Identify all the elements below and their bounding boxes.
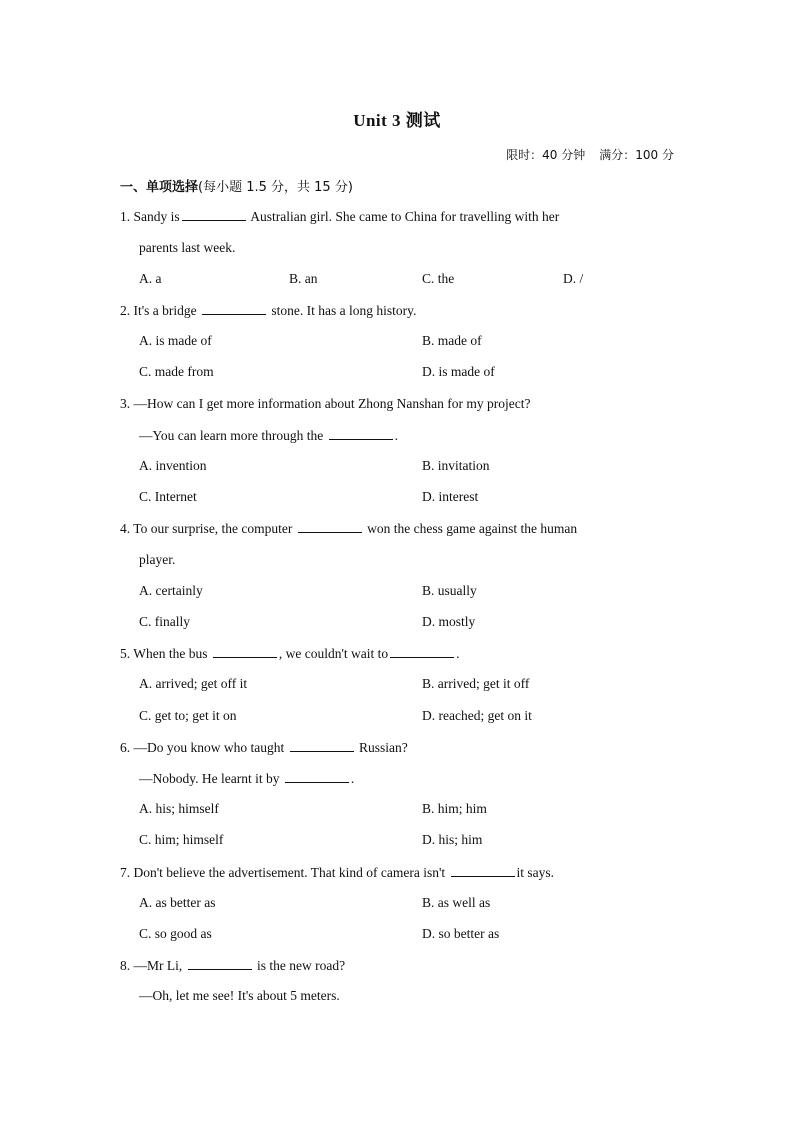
option-b: B. usually	[422, 583, 477, 598]
option-b: B. arrived; get it off	[422, 676, 530, 691]
option-b: B. made of	[422, 333, 482, 348]
section-heading	[120, 176, 353, 195]
question-3-continued	[139, 427, 398, 444]
question-text: —Nobody. He learnt it by	[139, 771, 280, 786]
option-d: D. reached; get on it	[422, 708, 532, 723]
question-4	[120, 520, 577, 537]
question-3	[120, 396, 531, 412]
question-text: —Mr Li,	[133, 958, 183, 973]
question-text: Australian girl. She came to China for travelling with her	[250, 209, 560, 224]
option-c: C. made from	[139, 364, 214, 379]
question-text: Russian?	[359, 740, 408, 755]
option-a: A. is made of	[139, 333, 212, 348]
option-b: B. invitation	[422, 458, 490, 473]
option-a: A. his; himself	[139, 801, 219, 816]
question-text: stone. It has a long history.	[271, 303, 417, 318]
answer-blank	[290, 739, 354, 752]
question-number: 4.	[120, 521, 131, 536]
option-c: C. Internet	[139, 489, 197, 504]
option-d: D. /	[563, 271, 584, 286]
option-b: B. him; him	[422, 801, 487, 816]
question-number: 6.	[120, 740, 131, 755]
question-text: —Do you know who taught	[133, 740, 285, 755]
answer-blank	[329, 427, 393, 440]
option-c: C. him; himself	[139, 832, 224, 847]
question-text: Don't believe the advertisement. That kind of camera isn't	[133, 865, 446, 880]
answer-blank	[451, 864, 515, 877]
question-2	[120, 302, 416, 319]
answer-blank	[285, 770, 349, 783]
question-1	[120, 208, 559, 225]
option-d: D. his; him	[422, 832, 483, 847]
question-8-continued: —Oh, let me see! It's about 5 meters.	[139, 988, 340, 1003]
option-a: A. invention	[139, 458, 207, 473]
option-c: C. finally	[139, 614, 190, 629]
exam-limits	[506, 146, 674, 163]
option-d: D. is made of	[422, 364, 495, 379]
option-c: C. the	[422, 271, 455, 286]
question-5	[120, 645, 460, 662]
question-text: won the chess game against the human	[367, 521, 578, 536]
answer-blank	[182, 208, 246, 221]
question-number: 3.	[120, 396, 131, 411]
time-limit: 限时：40 分钟	[506, 148, 586, 162]
option-b: B. as well as	[422, 895, 491, 910]
option-c: C. so good as	[139, 926, 212, 941]
question-1-continued: parents last week.	[139, 240, 236, 255]
question-text: To our surprise, the computer	[133, 521, 293, 536]
full-marks: 满分：100 分	[599, 148, 674, 162]
section-title: 一、单项选择	[120, 180, 199, 195]
question-number: 2.	[120, 303, 131, 318]
question-text: , we couldn't wait to	[278, 646, 389, 661]
question-text: It's a bridge	[133, 303, 197, 318]
page-title: Unit 3 测试	[353, 111, 441, 130]
question-number: 8.	[120, 958, 131, 973]
question-8	[120, 957, 345, 974]
question-text: Sandy is	[133, 209, 180, 224]
answer-blank	[188, 957, 252, 970]
question-text: .	[394, 428, 398, 443]
option-b: B. an	[289, 271, 318, 286]
option-a: A. arrived; get off it	[139, 676, 248, 691]
question-6-continued	[139, 770, 354, 787]
section-note: (每小题 1.5 分，共 15 分)	[198, 180, 353, 195]
question-text: —How can I get more information about Zhong Nanshan for my project?	[133, 396, 531, 411]
question-number: 5.	[120, 646, 131, 661]
answer-blank	[390, 645, 454, 658]
option-a: A. as better as	[139, 895, 216, 910]
option-a: A. certainly	[139, 583, 203, 598]
answer-blank	[213, 645, 277, 658]
question-4-continued: player.	[139, 552, 176, 567]
question-text: is the new road?	[257, 958, 346, 973]
question-text: .	[350, 771, 355, 786]
question-number: 7.	[120, 865, 131, 880]
question-text: When the bus	[133, 646, 208, 661]
option-d: D. so better as	[422, 926, 500, 941]
question-text: .	[456, 646, 460, 661]
option-d: D. interest	[422, 489, 479, 504]
question-number: 1.	[120, 209, 131, 224]
question-7	[120, 864, 554, 881]
question-text: it says.	[516, 865, 555, 880]
question-6	[120, 739, 408, 756]
option-d: D. mostly	[422, 614, 476, 629]
answer-blank	[202, 302, 266, 315]
question-text: —You can learn more through the	[139, 428, 324, 443]
option-c: C. get to; get it on	[139, 708, 237, 723]
answer-blank	[298, 520, 362, 533]
option-a: A. a	[139, 271, 162, 286]
